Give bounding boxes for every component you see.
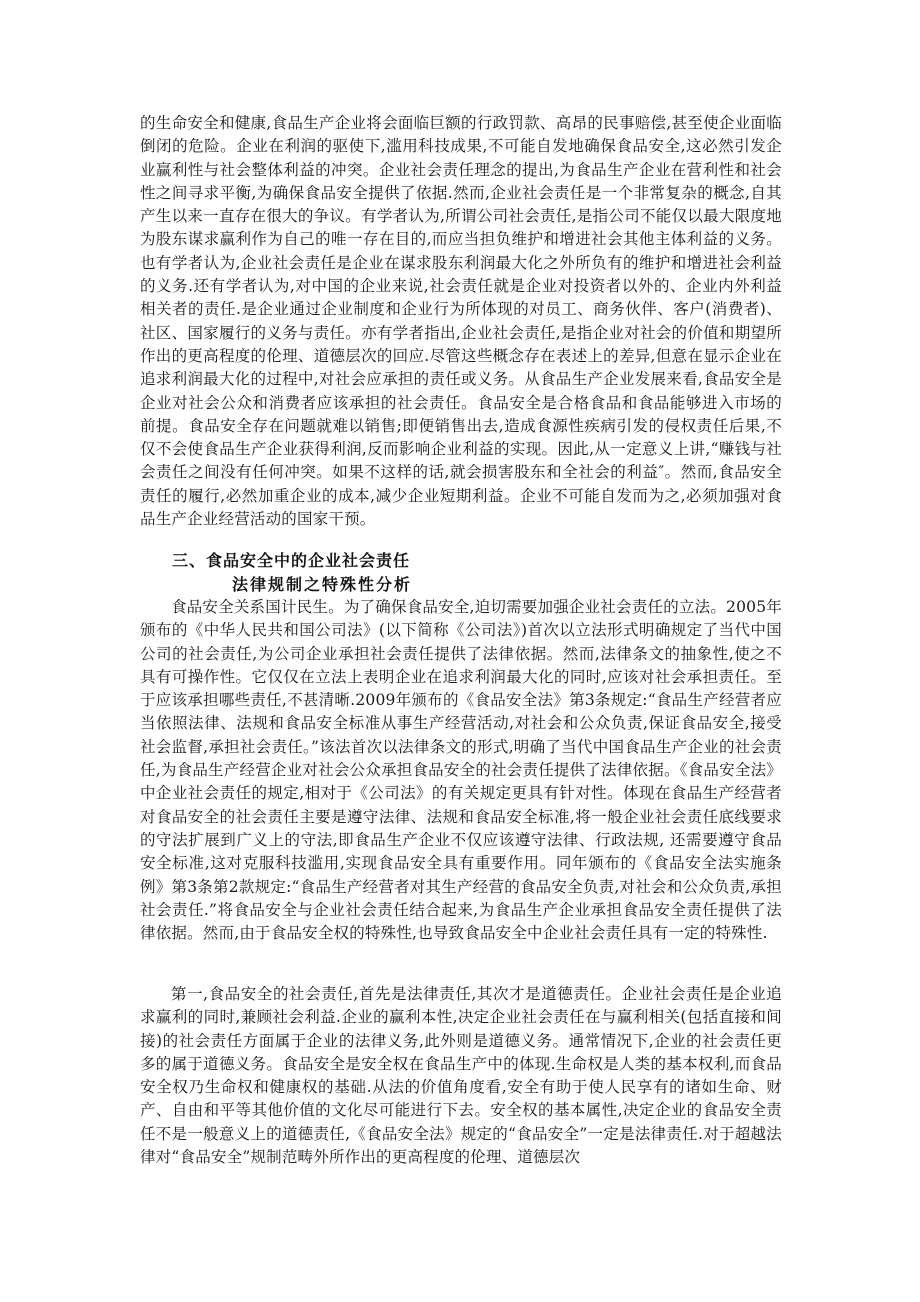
paragraph-continuation: 的生命安全和健康,食品生产企业将会面临巨额的行政罚款、高昂的民事赔偿,甚至使企业面临倒闭的危险。企业在利润的驱使下,滥用科技成果,不可能自发地确保食品安全,这必然引发企业赢利性与社会整体利益的冲突。企业社会责任理念的提出,为食品生产企业在营利性和社会性之间寻求平衡,为确保食品安全提供了依据.然而,企业社会责任是一个非常复杂的概念,自其产生以来一直存在很大的争议。有学者认为,所谓公司社会责任,是指公司不能仅以最大限度地为股东谋求赢利作为自己的唯一存在目的,而应当担负维护和增进社会其他主体利益的义务。也有学者认为,企业社会责任是企业在谋求股东利润最大化之外所负有的维护和增进社会利益的义务.还有学者认为,对中国的企业来说,社会责任就是企业对投资者以外的、企业内外利益相关者的责任.是企业通过企业制度和企业行为所体现的对员工、商务伙伴、客户(消费者)、社区、国家履行的义务与责任。亦有学者指出,企业社会责任,是指企业对社会的价值和期望所作出的更高程度的伦理、道德层次的回应.尽管这些概念存在表述上的差异,但意在显示企业在追求利润最大化的过程中,对社会应承担的责任或义务。从食品生产企业发展来看,食品安全是企业对社会公众和消费者应该承担的社会责任。食品安全是合格食品和食品能够进入市场的前提。食品安全存在问题就难以销售;即便销售出去,造成食源性疾病引发的侵权责任后果,不仅不会使食品生产企业获得利润,反而影响企业利益的实现。因此,从一定意义上讲,“赚钱与社会责任之间没有任何冲突。如果不这样的话,就会损害股东和全社会的利益″。然而,食品安全责任的履行,必然加重企业的成本,减少企业短期利益。企业不可能自发而为之,必须加强对食品生产企业经营活动的国家干预。: [140, 114, 782, 529]
paragraph-3: 第一,食品安全的社会责任,首先是法律责任,其次才是道德责任。企业社会责任是企业追求赢利的同时,兼顾社会利益.企业的赢利本性,决定企业社会责任在与赢利相关(包括直接和间接)的社会责任方面属于企业的法律义务,此外则是道德义务。通常情况下,企业的社会责任更多的属于道德义务。食品安全是安全权在食品生产中的体现.生命权是人类的基本权利,而食品安全权乃生命权和健康权的基础.从法的价值角度看,安全有助于使人民享有的诸如生命、财产、自由和平等其他价值的文化尽可能进行下去。安全权的基本属性,决定企业的食品安全责任不是一般意义上的道德责任,《食品安全法》规定的“食品安全”一定是法律责任.对于超越法律对“食品安全”规制范畴外所作出的更高程度的伦理、道德层次: [140, 985, 782, 1167]
paragraph-2: 食品安全关系国计民生。为了确保食品安全,迫切需要加强企业社会责任的立法。2005年颁布的《中华人民共和国公司法》(以下简称《公司法》)首次以立法形式明确规定了当代中国公司的社会责任,为公司企业承担社会责任提供了法律依据。然而,法律条文的抽象性,使之不具有可操作性。它仅仅在立法上表明企业在追求利润最大化的同时,应该对社会承担责任。至于应该承担哪些责任,不甚清晰.2009年颁布的《食品安全法》第3条规定:“食品生产经营者应当依照法律、法规和食品安全标准从事生产经营活动,对社会和公众负责,保证食品安全,接受社会监督,承担社会责任。”该法首次以法律条文的形式,明确了当代中国食品生产企业的社会责任,为食品生产经营企业对社会公众承担食品安全的社会责任提供了法律依据。《食品安全法》中企业社会责任的规定,相对于《公司法》的有关规定更具有针对性。体现在食品生产经营者对食品安全的社会责任主要是遵守法律、法规和食品安全标准,将一般企业社会责任底线要求的守法扩展到广义上的守法,即食品生产企业不仅应该遵守法律、行政法规, 还需要遵守食品安全标准,这对克服科技滥用,实现食品安全具有重要作用。同年颁布的《食品安全法实施条例》第3条第2款规定:“食品生产经营者对其生产经营的食品安全负责,对社会和公众负责,承担社会责任.”将食品安全与企业社会责任结合起来,为食品生产企业承担食品安全责任提供了法律依据。然而,由于食品安全权的特殊性,也导致食品安全中企业社会责任具有一定的特殊性.: [140, 598, 782, 943]
section-heading-line1: 三、食品安全中的企业社会责任: [172, 551, 411, 570]
section-heading-line2: 法律规制之特殊性分析: [232, 575, 413, 594]
